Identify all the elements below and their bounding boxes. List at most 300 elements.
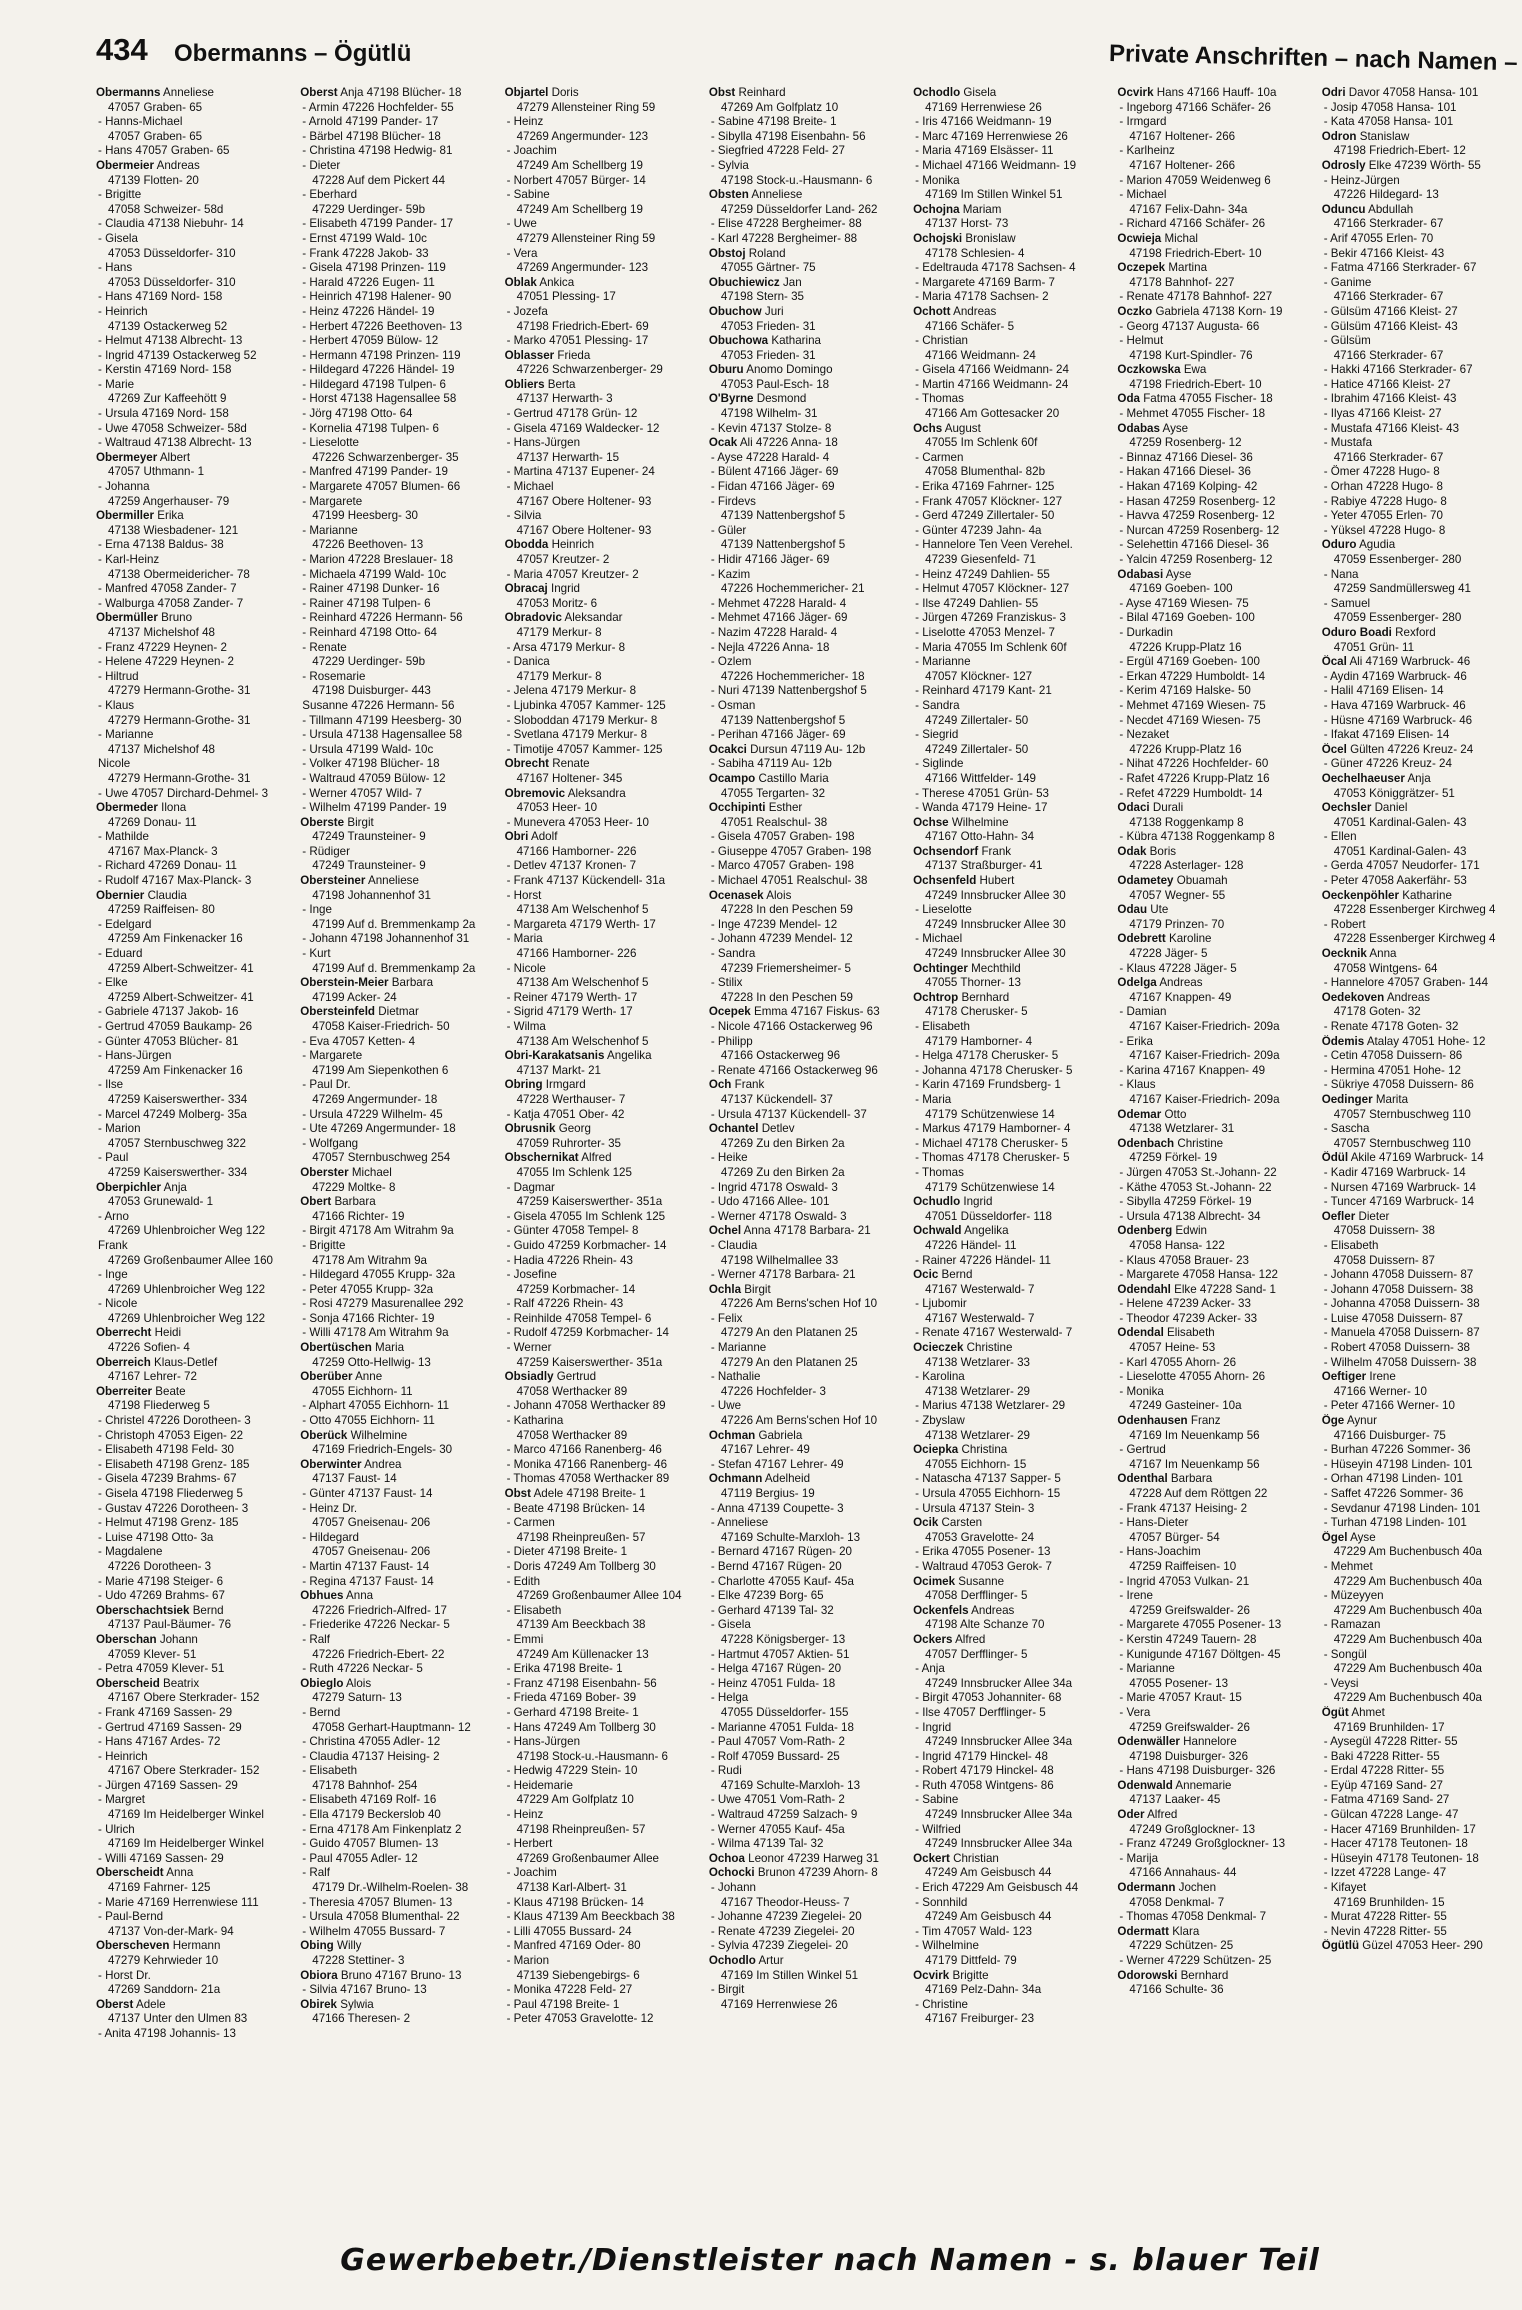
given-name-entry: - Sükriye 47058 Duissern- 86 — [1323, 1078, 1474, 1092]
given-name-entry: - Ljubomir — [915, 1297, 967, 1311]
directory-entry — [709, 1064, 909, 1079]
directory-entry — [96, 203, 296, 218]
directory-entry — [300, 1181, 500, 1196]
directory-entry — [505, 1735, 705, 1750]
directory-entry — [505, 1108, 705, 1123]
given-name-entry: - Bernd 47167 Rügen- 20 — [710, 1559, 842, 1573]
directory-entry — [505, 422, 705, 437]
directory-entry — [505, 407, 705, 422]
given-name-entry: - Rudi — [710, 1764, 742, 1778]
given-name-entry: Nicole — [98, 757, 131, 771]
given-name-entry: - Michael — [1119, 188, 1167, 202]
address: 47269 Zu den Birken 2a — [720, 1165, 845, 1179]
surname: Obermanns — [96, 86, 161, 99]
directory-entry — [505, 86, 705, 101]
directory-entry — [96, 947, 296, 962]
directory-entry — [709, 1166, 909, 1181]
address: 47279 An den Platanen 25 — [720, 1326, 858, 1340]
address: 47269 Uhlenbroicher Weg 122 — [108, 1311, 266, 1325]
directory-entry — [913, 101, 1113, 116]
entry-detail: Michael — [351, 1165, 392, 1179]
directory-entry — [913, 1954, 1113, 1969]
directory-entry — [96, 290, 296, 305]
directory-entry — [505, 1531, 705, 1546]
directory-entry — [1117, 1793, 1317, 1808]
directory-entry — [709, 174, 909, 189]
surname: Ockers — [913, 1632, 953, 1646]
page-title: Obermanns – Ögütlü — [174, 40, 412, 67]
directory-entry — [96, 1837, 296, 1852]
given-name-entry: - Ingrid 47053 Vulkan- 21 — [1119, 1574, 1250, 1588]
directory-entry — [1322, 874, 1522, 889]
directory-entry — [913, 787, 1113, 802]
given-name-entry: - Waltraud 47138 Albrecht- 13 — [98, 436, 252, 450]
directory-entry — [913, 1516, 1113, 1531]
directory-entry — [1117, 568, 1317, 583]
directory-entry — [505, 247, 705, 262]
directory-entry — [1117, 1268, 1317, 1283]
given-name-entry: - Ursula 47055 Eichhorn- 15 — [915, 1487, 1061, 1500]
given-name-entry: - Thomas — [915, 392, 964, 406]
directory-entry — [300, 553, 500, 568]
given-name-entry: - Renate 47178 Goten- 32 — [1323, 1020, 1459, 1033]
given-name-entry: - Hidir 47166 Jäger- 69 — [710, 553, 830, 566]
directory-entry — [1322, 86, 1522, 101]
entry-detail: Anja — [1407, 771, 1431, 785]
entry-detail: Angelika — [964, 1224, 1009, 1238]
directory-entry — [1322, 947, 1522, 962]
directory-entry — [913, 830, 1113, 845]
given-name-entry: - Reiner 47179 Werth- 17 — [506, 990, 638, 1004]
directory-entry — [913, 1721, 1113, 1736]
given-name-entry: - Frieda 47169 Bober- 39 — [506, 1691, 637, 1705]
address: 47137 Faust- 14 — [312, 1472, 397, 1486]
directory-entry — [913, 611, 1113, 626]
directory-entry — [1117, 1093, 1317, 1108]
given-name-entry: - Siglinde — [915, 757, 964, 771]
directory-entry — [1322, 159, 1522, 174]
surname: Odenberg — [1117, 1224, 1173, 1238]
given-name-entry: - Rainer 47198 Tulpen- 6 — [302, 596, 431, 610]
entry-detail: Wilhelmine — [350, 1428, 408, 1442]
given-name-entry: - Robert 47179 Hinckel- 48 — [915, 1764, 1054, 1778]
directory-entry — [96, 597, 296, 612]
directory-entry — [1117, 1983, 1317, 1998]
directory-entry — [1322, 305, 1522, 320]
directory-entry — [96, 1808, 296, 1823]
directory-entry — [1322, 772, 1522, 787]
given-name-entry: - Ulrich — [98, 1822, 135, 1836]
given-name-entry: - Thomas 47058 Werthacker 89 — [506, 1472, 670, 1486]
directory-entry — [96, 524, 296, 539]
given-name-entry: - Luise 47198 Otto- 3a — [98, 1530, 214, 1544]
directory-entry — [913, 1531, 1113, 1546]
directory-entry — [1117, 1706, 1317, 1721]
given-name-entry: - Kurt — [302, 947, 331, 961]
directory-entry — [505, 772, 705, 787]
address: 47169 Herrenwiese 26 — [925, 100, 1042, 114]
directory-entry — [505, 582, 705, 597]
directory-entry — [1117, 1283, 1317, 1298]
entry-detail: Elke 47239 Wörth- 55 — [1368, 158, 1481, 172]
given-name-entry: - Murat 47228 Ritter- 55 — [1323, 1910, 1447, 1924]
surname: Oedinger — [1321, 1092, 1373, 1106]
address: 47198 Duisburger- 443 — [312, 684, 431, 698]
given-name-entry: - Liselotte 47053 Menzel- 7 — [915, 625, 1055, 639]
given-name-entry: - Johanne 47239 Ziegelei- 20 — [710, 1910, 862, 1924]
directory-entry — [96, 261, 296, 276]
given-name-entry: - Sabine — [506, 188, 550, 202]
given-name-entry: - Elisabeth — [1323, 1238, 1379, 1252]
directory-entry — [913, 1648, 1113, 1663]
directory-entry — [1117, 903, 1317, 918]
directory-entry — [300, 699, 500, 714]
address: 47269 Angermunder- 123 — [516, 261, 649, 275]
entry-detail: Christine — [966, 1341, 1013, 1355]
directory-entry — [300, 188, 500, 203]
address: 47259 Am Finkenacker 16 — [108, 1063, 243, 1077]
given-name-entry: - Arnold 47199 Pander- 17 — [302, 115, 439, 129]
directory-entry — [300, 495, 500, 510]
surname: Och — [708, 1078, 732, 1092]
directory-entry — [913, 1049, 1113, 1064]
directory-entry — [913, 1224, 1113, 1239]
directory-entry — [96, 1823, 296, 1838]
given-name-entry: - Christina 47198 Hedwig- 81 — [302, 144, 453, 158]
given-name-entry: - Hiltrud — [98, 669, 139, 683]
directory-entry — [505, 1122, 705, 1137]
directory-entry — [96, 641, 296, 656]
directory-entry — [709, 1560, 909, 1575]
directory-entry — [913, 1137, 1113, 1152]
directory-entry — [913, 1866, 1113, 1881]
entry-detail: Annemarie — [1175, 1778, 1232, 1792]
directory-entry — [505, 1049, 705, 1064]
given-name-entry: - Hüsne 47169 Warbruck- 46 — [1323, 713, 1473, 727]
directory-entry — [300, 962, 500, 977]
directory-entry — [709, 1414, 909, 1429]
directory-entry — [1322, 1166, 1522, 1181]
address: 47051 Grün- 11 — [1333, 640, 1415, 654]
directory-entry — [709, 684, 909, 699]
entry-detail: Anja 47198 Blücher- 18 — [340, 86, 462, 99]
directory-entry — [96, 159, 296, 174]
given-name-entry: - Heinz — [506, 1808, 544, 1822]
directory-entry — [300, 159, 500, 174]
address: 47179 Dittfeld- 79 — [925, 1954, 1017, 1967]
directory-entry — [1117, 991, 1317, 1006]
directory-entry — [709, 159, 909, 174]
address: 47166 Werner- 10 — [1333, 1384, 1427, 1398]
address: 47228 Essenberger Kirchweg 4 — [1333, 903, 1496, 917]
directory-entry — [913, 422, 1113, 437]
directory-entry — [505, 830, 705, 845]
directory-entry — [1322, 495, 1522, 510]
directory-entry — [1322, 582, 1522, 597]
directory-entry — [709, 144, 909, 159]
directory-entry — [96, 1721, 296, 1736]
address: 47057 Derfflinger- 5 — [925, 1647, 1028, 1661]
address: 47249 Am Geisbusch 44 — [925, 1866, 1052, 1880]
given-name-entry: - Hannelore 47057 Graben- 144 — [1323, 976, 1489, 990]
given-name-entry: - Hildegard 47226 Händel- 19 — [302, 363, 455, 377]
surname: Obermiller — [96, 509, 154, 523]
directory-entry — [300, 1545, 500, 1560]
directory-entry — [96, 699, 296, 714]
given-name-entry: - Gülsüm — [1323, 334, 1371, 348]
surname: Obert — [300, 1195, 332, 1209]
entry-detail: Ingrid — [963, 1195, 993, 1209]
given-name-entry: - Sandra — [710, 947, 756, 961]
directory-entry — [300, 1998, 500, 2013]
address: 47057 Heine- 53 — [1129, 1341, 1216, 1355]
directory-entry — [1117, 874, 1317, 889]
directory-entry — [96, 1472, 296, 1487]
given-name-entry: - Aydin 47169 Warbruck- 46 — [1323, 669, 1467, 683]
address: 47269 Großenbaumer Allee — [516, 1851, 659, 1865]
entry-detail: Martina — [1168, 261, 1208, 275]
surname: Oburu — [708, 363, 744, 377]
directory-entry — [300, 363, 500, 378]
directory-entry — [709, 1545, 909, 1560]
entry-detail: Frank — [734, 1078, 765, 1092]
given-name-entry: - Sabine — [915, 1793, 959, 1807]
given-name-entry: - Hakki 47166 Sterkrader- 67 — [1323, 363, 1473, 377]
directory-entry — [96, 1356, 296, 1371]
directory-entry — [913, 436, 1113, 451]
given-name-entry: - Helga 47167 Rügen- 20 — [710, 1662, 842, 1676]
directory-entry — [96, 1151, 296, 1166]
address: 47059 Ruhrorter- 35 — [516, 1136, 621, 1150]
address: 47198 Stock-u.-Hausmann- 6 — [720, 173, 873, 187]
directory-entry — [1117, 465, 1317, 480]
given-name-entry: - Frank 47228 Jakob- 33 — [302, 246, 429, 260]
given-name-entry: - Joachim — [506, 1866, 557, 1880]
given-name-entry: - Gustav 47226 Dorotheen- 3 — [98, 1501, 249, 1515]
directory-entry — [505, 1691, 705, 1706]
directory-entry — [300, 1268, 500, 1283]
given-name-entry: - Karolina — [915, 1370, 965, 1384]
address: 47058 Schweizer- 58d — [108, 202, 224, 216]
given-name-entry: - Izzet 47228 Lange- 47 — [1323, 1866, 1447, 1880]
directory-entry — [1322, 130, 1522, 145]
directory-entry — [300, 1910, 500, 1925]
directory-entry — [96, 115, 296, 130]
given-name-entry: - Gisela 47198 Prinzen- 119 — [302, 261, 446, 275]
directory-entry — [505, 1399, 705, 1414]
surname: Obermeyer — [96, 450, 158, 464]
entry-detail: Maria — [375, 1341, 405, 1355]
entry-detail: Willy — [337, 1939, 362, 1953]
address: 47198 Wilhelmallee 33 — [720, 1253, 839, 1267]
address: 47198 Stock-u.-Hausmann- 6 — [516, 1749, 669, 1763]
directory-entry — [300, 1005, 500, 1020]
entry-detail: Frank — [981, 844, 1012, 858]
directory-entry — [1117, 1108, 1317, 1123]
directory-entry — [300, 1078, 500, 1093]
entry-detail: Michal — [1164, 231, 1198, 245]
directory-entry — [505, 1035, 705, 1050]
directory-entry — [96, 305, 296, 320]
surname: Oberstein-Meier — [300, 976, 389, 990]
directory-entry — [96, 859, 296, 874]
directory-entry — [300, 743, 500, 758]
given-name-entry: - Therese 47051 Grün- 53 — [915, 786, 1049, 800]
directory-entry — [505, 684, 705, 699]
entry-detail: Elisabeth — [1167, 1326, 1215, 1340]
directory-entry — [1117, 1035, 1317, 1050]
given-name-entry: - Maria — [915, 1092, 952, 1106]
address: 47058 Gerhart-Hauptmann- 12 — [312, 1720, 471, 1734]
directory-entry — [300, 714, 500, 729]
directory-entry — [913, 1896, 1113, 1911]
given-name-entry: - Marco 47166 Ranenberg- 46 — [506, 1443, 662, 1457]
address: 47198 Friedrich-Ebert- 69 — [516, 319, 649, 333]
given-name-entry: - Katharina — [506, 1414, 564, 1428]
entry-detail: Esther — [768, 801, 803, 815]
address: 47137 Kückendell- 37 — [720, 1092, 833, 1106]
address: 47259 Düsseldorfer Land- 262 — [720, 202, 878, 216]
directory-entry — [913, 1837, 1113, 1852]
directory-entry — [709, 1721, 909, 1736]
given-name-entry: - Frank 47057 Klöckner- 127 — [915, 494, 1063, 508]
directory-entry — [1117, 1005, 1317, 1020]
surname: Obermüller — [96, 611, 158, 625]
directory-entry — [1117, 889, 1317, 904]
given-name-entry: - Hasan 47259 Rosenberg- 12 — [1119, 494, 1276, 508]
directory-entry — [1322, 407, 1522, 422]
directory-entry — [1117, 1326, 1317, 1341]
directory-entry — [709, 305, 909, 320]
directory-entry — [505, 1925, 705, 1940]
directory-entry — [300, 1779, 500, 1794]
address: 47058 Kaiser-Friedrich- 50 — [312, 1020, 450, 1033]
entry-detail: Katharina — [771, 334, 821, 348]
directory-entry — [300, 247, 500, 262]
directory-entry — [709, 976, 909, 991]
address: 47259 Kaiserswerther- 334 — [108, 1165, 248, 1179]
given-name-entry: - Richard 47269 Donau- 11 — [98, 859, 237, 873]
address: 47249 Am Küllenacker 13 — [516, 1647, 649, 1661]
given-name-entry: - Paul 47198 Breite- 1 — [506, 1997, 620, 2011]
given-name-entry: - Inge — [302, 903, 332, 917]
directory-entry — [505, 1297, 705, 1312]
surname: Odendal — [1117, 1326, 1164, 1340]
directory-entry — [300, 1560, 500, 1575]
given-name-entry: - Tillmann 47199 Heesberg- 30 — [302, 713, 462, 727]
directory-entry — [1117, 247, 1317, 262]
directory-entry — [1117, 86, 1317, 101]
surname: Oder — [1117, 1808, 1145, 1822]
address: 47249 Innsbrucker Allee 34a — [925, 1837, 1073, 1851]
directory-entry — [913, 1633, 1113, 1648]
address: 47259 Korbmacher- 14 — [516, 1282, 636, 1296]
directory-entry — [709, 1735, 909, 1750]
given-name-entry: - Marianne — [1119, 1662, 1175, 1676]
surname: Oberst — [300, 86, 338, 99]
given-name-entry: - Peter 47055 Krupp- 32a — [302, 1282, 434, 1296]
directory-entry — [96, 174, 296, 189]
directory-entry — [709, 261, 909, 276]
directory-entry — [96, 1604, 296, 1619]
given-name-entry: - Kunigunde 47167 Döltgen- 45 — [1119, 1647, 1281, 1661]
directory-entry — [96, 991, 296, 1006]
entry-detail: Bronislaw — [965, 231, 1016, 245]
given-name-entry: - Maria 47178 Sachsen- 2 — [915, 290, 1049, 304]
directory-entry — [913, 597, 1113, 612]
directory-entry — [300, 1735, 500, 1750]
directory-entry — [1322, 1122, 1522, 1137]
given-name-entry: - Ayse 47169 Wiesen- 75 — [1119, 596, 1249, 610]
directory-entry — [1117, 451, 1317, 466]
directory-entry — [1322, 1575, 1522, 1590]
directory-entry — [300, 1385, 500, 1400]
surname: Oberste — [300, 815, 345, 829]
directory-entry — [300, 801, 500, 816]
given-name-entry: - Hans-Jürgen — [506, 1735, 581, 1749]
given-name-entry: - Karina 47167 Knappen- 49 — [1119, 1063, 1266, 1077]
directory-entry — [1322, 918, 1522, 933]
directory-entry — [300, 392, 500, 407]
directory-entry — [96, 1502, 296, 1517]
directory-entry — [1117, 1137, 1317, 1152]
entry-detail: Adele 47198 Breite- 1 — [533, 1487, 646, 1500]
directory-entry — [1322, 1005, 1522, 1020]
directory-entry — [96, 407, 296, 422]
entry-detail: Aleksandra — [567, 786, 626, 800]
directory-entry — [1322, 1399, 1522, 1414]
given-name-entry: - Ralf — [302, 1632, 330, 1646]
address: 47279 An den Platanen 25 — [720, 1355, 858, 1369]
address: 47167 Kaiser-Friedrich- 209a — [1129, 1092, 1280, 1106]
given-name-entry: - Sigrid 47179 Werth- 17 — [506, 1005, 633, 1019]
given-name-entry: - Sonja 47166 Richter- 19 — [302, 1311, 435, 1325]
address: 47167 Lehrer- 72 — [108, 1370, 197, 1384]
directory-entry — [1322, 641, 1522, 656]
directory-entry — [96, 626, 296, 641]
directory-entry — [913, 115, 1113, 130]
directory-entry — [1322, 1356, 1522, 1371]
directory-entry — [1117, 1721, 1317, 1736]
entry-detail: Akile 47169 Warbruck- 14 — [1350, 1151, 1484, 1165]
given-name-entry: - Franz 47249 Großglockner- 13 — [1119, 1837, 1286, 1851]
given-name-entry: - Paul Dr. — [302, 1078, 351, 1092]
directory-entry — [505, 334, 705, 349]
given-name-entry: - Birgit 47053 Johanniter- 68 — [915, 1691, 1062, 1705]
address: 47139 Nattenbergshof 5 — [720, 713, 846, 727]
given-name-entry: - Christoph 47053 Eigen- 22 — [98, 1428, 244, 1442]
given-name-entry: - Sascha — [1323, 1122, 1370, 1136]
directory-entry — [300, 1852, 500, 1867]
directory-entry — [1117, 1881, 1317, 1896]
given-name-entry: - Marie 47057 Kraut- 15 — [1119, 1691, 1242, 1705]
directory-entry — [1322, 480, 1522, 495]
directory-entry — [96, 889, 296, 904]
given-name-entry: - Sevdanur 47198 Linden- 101 — [1323, 1501, 1481, 1515]
given-name-entry: - Gerhard 47198 Breite- 1 — [506, 1705, 639, 1719]
directory-entry — [1322, 1662, 1522, 1677]
surname: Obermeier — [96, 158, 154, 172]
surname: Obiora — [300, 1968, 338, 1982]
given-name-entry: - Marianne — [302, 523, 358, 537]
surname: Obodda — [504, 538, 549, 552]
directory-entry — [913, 1575, 1113, 1590]
given-name-entry: - Udo 47269 Brahms- 67 — [98, 1589, 225, 1603]
given-name-entry: - Kornelia 47198 Tulpen- 6 — [302, 421, 439, 435]
directory-entry — [913, 1297, 1113, 1312]
given-name-entry: - Arsa 47179 Merkur- 8 — [506, 640, 626, 654]
given-name-entry: - Rolf 47059 Bussard- 25 — [710, 1749, 840, 1763]
